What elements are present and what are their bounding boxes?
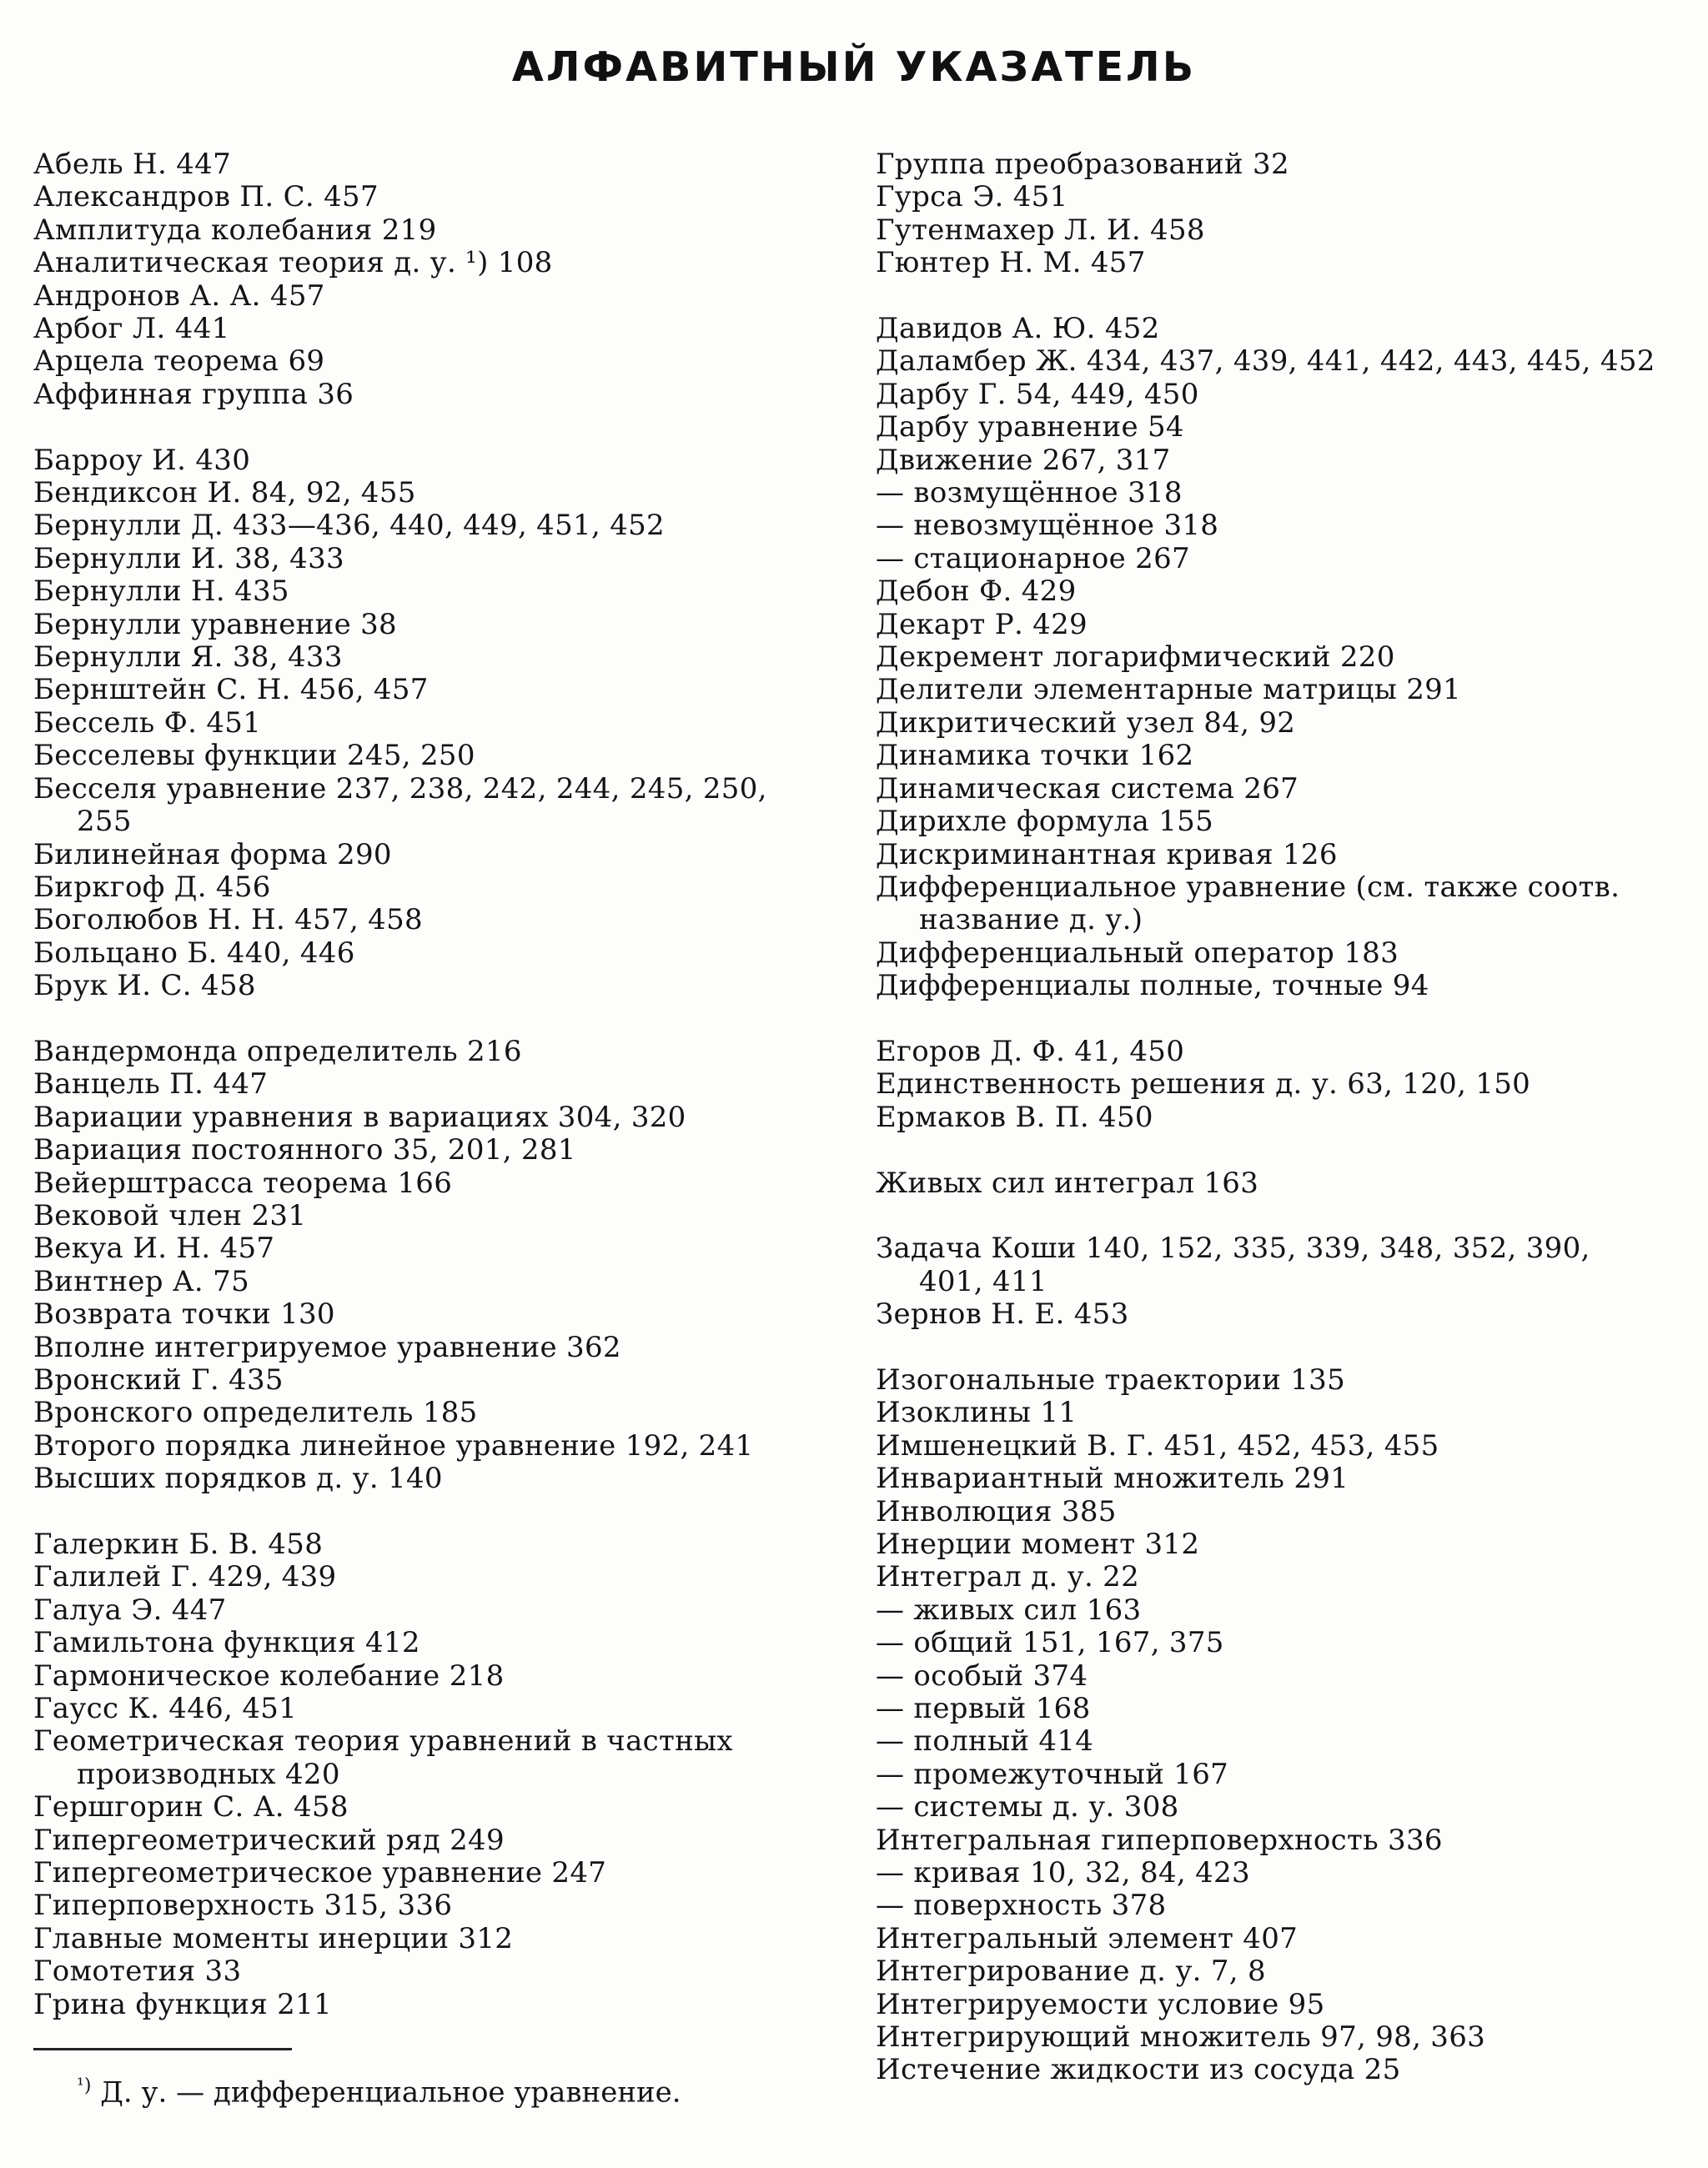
index-entry: 401, 411 [919,1264,1047,1298]
index-entry: — общий 151, 167, 375 [876,1626,1224,1660]
index-entry: Александров П. С. 457 [33,180,379,214]
index-entry: Дарбу Г. 54, 449, 450 [876,377,1199,411]
footnote [77,2070,681,2109]
index-group-gap [33,411,813,444]
index-entry: Динамическая система 267 [876,771,1299,805]
index-entry: Гомотетия 33 [33,1955,242,1989]
index-entry: 255 [77,805,132,839]
index-entry: Гаусс К. 446, 451 [33,1692,298,1726]
index-entry: Билинейная форма 290 [33,837,392,871]
index-entry: Динамика точки 162 [876,739,1194,773]
index-entry: Вейерштрасса теорема 166 [33,1166,453,1200]
index-entry: Грина функция 211 [33,1987,332,2021]
index-entry: Бернулли Н. 435 [33,575,289,609]
index-entry: Биркгоф Д. 456 [33,870,271,904]
index-entry: Даламбер Ж. 434, 437, 439, 441, 442, 443, 445, 452 [876,344,1655,379]
index-group-gap [876,1003,1676,1036]
index-entry: Больцано Б. 440, 446 [33,936,355,970]
index-entry: Движение 267, 317 [876,443,1171,477]
index-group-gap [876,1332,1676,1364]
index-group-gap [876,1134,1676,1167]
index-entry: Дифференциальный оператор 183 [876,936,1399,970]
index-entry: Гюнтер Н. М. 457 [876,246,1146,280]
index-entry: — живых сил 163 [876,1593,1142,1627]
index-entry: Интегрирование д. у. 7, 8 [876,1955,1266,1989]
index-entry: Бернулли Д. 433—436, 440, 449, 451, 452 [33,509,665,543]
index-entry: Гиперповерхность 315, 336 [33,1889,453,1923]
index-entry: Инволюция 385 [876,1494,1117,1528]
index-entry: Аффинная группа 36 [33,377,354,411]
index-entry: Егоров Д. Ф. 41, 450 [876,1034,1185,1068]
index-column-right [876,148,1676,2087]
index-entry: Дикритический узел 84, 92 [876,705,1296,740]
index-entry: Вариация постоянного 35, 201, 281 [33,1133,576,1167]
index-entry: Брук И. С. 458 [33,969,256,1003]
index-entry: Гипергеометрический ряд 249 [33,1823,505,1857]
index-entry: — особый 374 [876,1659,1088,1693]
index-column-left [33,148,813,2021]
index-entry: Задача Коши 140, 152, 335, 339, 348, 352, 390, [876,1232,1590,1266]
index-entry: Бернулли уравнение 38 [33,607,397,641]
index-entry: — промежуточный 167 [876,1757,1229,1791]
index-entry: Ванцель П. 447 [33,1067,269,1102]
index-group-gap [33,1496,813,1528]
index-entry: Гершгорин С. А. 458 [33,1790,349,1824]
index-entry: Вполне интегрируемое уравнение 362 [33,1330,621,1364]
index-entry: Дарбу уравнение 54 [876,410,1184,444]
index-entry: Живых сил интеграл 163 [876,1166,1259,1200]
index-entry: Делители элементарные матрицы 291 [876,673,1461,707]
index-entry: Боголюбов Н. Н. 457, 458 [33,903,423,937]
index-group-gap [876,1200,1676,1232]
index-entry: Дирихле формула 155 [876,805,1214,839]
index-entry: Дебон Ф. 429 [876,575,1077,609]
index-entry: — полный 414 [876,1724,1094,1759]
index-entry: Галуа Э. 447 [33,1593,227,1627]
index-entry: Бернулли Я. 38, 433 [33,640,343,675]
index-entry: название д. у.) [919,903,1143,937]
index-entry: Интеграл д. у. 22 [876,1560,1140,1594]
index-group-gap [33,1003,813,1036]
index-entry: Вандермонда определитель 216 [33,1034,522,1068]
footnote-text: Д. у. — дифференциальное уравнение. [100,2075,681,2110]
index-entry: Изоклины 11 [876,1396,1078,1430]
index-entry: производных 420 [77,1757,340,1791]
index-entry: Декарт Р. 429 [876,607,1088,641]
index-entry: Возврата точки 130 [33,1297,335,1332]
index-entry: Второго порядка линейное уравнение 192, 241 [33,1428,754,1463]
index-entry: Интегрирующий множитель 97, 98, 363 [876,2020,1486,2055]
index-entry: Галилей Г. 429, 439 [33,1560,337,1594]
index-entry: Галеркин Б. В. 458 [33,1528,324,1562]
index-entry: Декремент логарифмический 220 [876,640,1395,675]
index-entry: — невозмущённое 318 [876,509,1219,543]
index-entry: Гурса Э. 451 [876,180,1068,214]
index-entry: — поверхность 378 [876,1889,1167,1923]
index-entry: Бернштейн С. Н. 456, 457 [33,673,429,707]
index-entry: Интегральный элемент 407 [876,1921,1299,1955]
footnote-rule [33,2048,292,2050]
index-entry: Инвариантный множитель 291 [876,1462,1349,1496]
index-entry: Бесселевы функции 245, 250 [33,739,475,773]
index-entry: Вронского определитель 185 [33,1396,478,1430]
index-entry: Дифференциалы полные, точные 94 [876,969,1429,1003]
index-entry: Андронов А. А. 457 [33,279,325,313]
page-title: АЛФАВИТНЫЙ УКАЗАТЕЛЬ [511,43,1197,91]
index-entry: Вековой член 231 [33,1198,307,1232]
index-entry: Инерции момент 312 [876,1527,1200,1561]
index-entry: Гамильтона функция 412 [33,1626,420,1660]
index-entry: Дискриминантная кривая 126 [876,837,1338,871]
index-entry: — стационарное 267 [876,541,1190,575]
index-entry: Дифференциальное уравнение (см. также соотв. [876,870,1620,904]
index-entry: Амплитуда колебания 219 [33,213,437,247]
index-entry: Главные моменты инерции 312 [33,1921,514,1955]
index-entry: Интегральная гиперповерхность 336 [876,1823,1443,1857]
index-entry: Аналитическая теория д. у. ¹) 108 [33,246,553,280]
index-entry: Вронский Г. 435 [33,1363,284,1397]
index-entry: Барроу И. 430 [33,443,251,477]
index-entry: — системы д. у. 308 [876,1790,1179,1824]
index-entry: Арбог Л. 441 [33,312,230,346]
index-entry: Группа преобразований 32 [876,148,1289,181]
index-entry: Зернов Н. Е. 453 [876,1297,1129,1332]
index-entry: Истечение жидкости из сосуда 25 [876,2053,1401,2087]
index-entry: Изогональные траектории 135 [876,1363,1346,1397]
index-entry: Бессель Ф. 451 [33,705,262,740]
index-entry: Ермаков В. П. 450 [876,1100,1153,1134]
index-entry: Единственность решения д. у. 63, 120, 150 [876,1067,1531,1102]
index-entry: Бернулли И. 38, 433 [33,541,344,575]
index-entry: — возмущённое 318 [876,476,1183,510]
index-entry: Вариации уравнения в вариациях 304, 320 [33,1100,686,1134]
index-entry: Абель Н. 447 [33,148,232,181]
index-entry: Арцела теорема 69 [33,344,325,379]
index-entry: Гутенмахер Л. И. 458 [876,213,1205,247]
index-entry: Гипергеометрическое уравнение 247 [33,1856,607,1890]
index-entry: Высших порядков д. у. 140 [33,1462,443,1496]
index-entry: — первый 168 [876,1692,1091,1726]
index-entry: Имшенецкий В. Г. 451, 452, 453, 455 [876,1428,1439,1463]
index-entry: Векуа И. Н. 457 [33,1232,275,1266]
index-entry: — кривая 10, 32, 84, 423 [876,1856,1250,1890]
index-entry: Геометрическая теория уравнений в частных [33,1724,733,1759]
index-entry: Бендиксон И. 84, 92, 455 [33,476,416,510]
footnote-mark: ¹) [77,2075,92,2096]
index-entry: Давидов А. Ю. 452 [876,312,1160,346]
index-entry: Винтнер А. 75 [33,1264,249,1298]
index-entry: Бесселя уравнение 237, 238, 242, 244, 245, 250, [33,771,767,805]
index-entry: Интегрируемости условие 95 [876,1987,1325,2021]
index-entry: Гармоническое колебание 218 [33,1659,505,1693]
index-group-gap [876,280,1676,313]
